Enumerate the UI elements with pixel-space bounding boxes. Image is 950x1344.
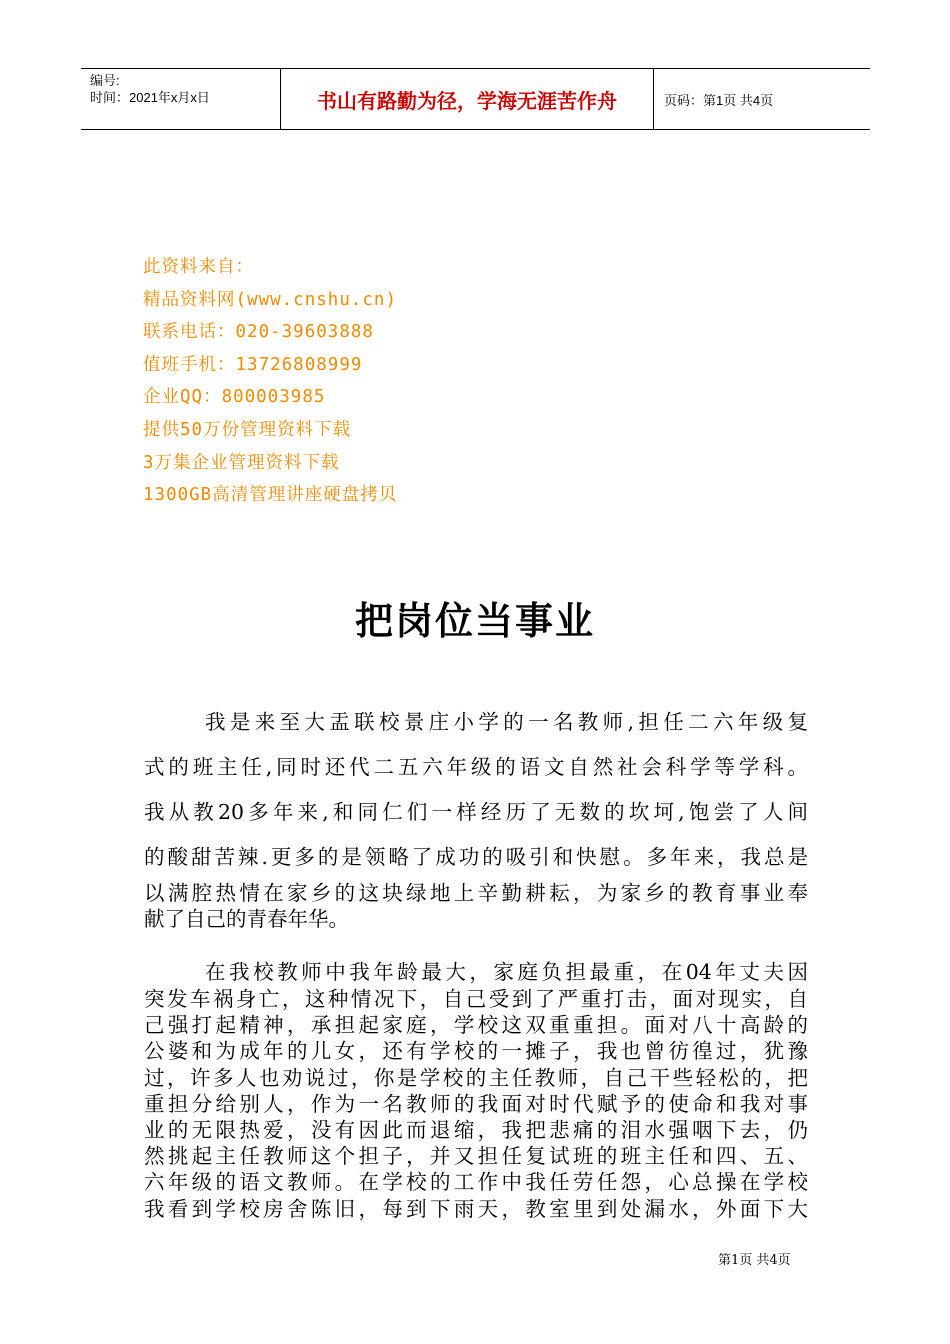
- paragraph-line: 公婆和为成年的儿女，还有学校的一摊子，我也曾彷徨过，犹豫: [144, 1039, 808, 1064]
- paragraph-line: 业的无限热爱，没有因此而退缩，我把悲痛的泪水强咽下去，仍: [144, 1118, 808, 1143]
- motto: 书山有路勤为径，学海无涯苦作舟: [317, 88, 617, 113]
- source-line: 此资料来自：: [143, 257, 254, 277]
- header-motto-cell: [281, 69, 654, 129]
- paragraph-line: 我是来至大盂联校景庄小学的一名教师,担任二六年级复: [205, 710, 808, 734]
- source-line: 联系电话：020-39603888: [143, 322, 374, 343]
- paragraph-line: 我从教20多年来,和同仁们一样经历了无数的坎坷,饱尝了人间: [144, 800, 808, 824]
- paragraph-line: 在我校教师中我年龄最大，家庭负担最重，在04年丈夫因: [205, 960, 808, 984]
- paragraph-1-tail: [144, 880, 808, 932]
- document-title: 把岗位当事业: [354, 599, 595, 643]
- paragraph-line: 过，许多人也劝说过，你是学校的主任教师，自己干些轻松的，把: [144, 1065, 808, 1090]
- source-line: 企业QQ：800003985: [143, 387, 326, 408]
- paragraph-line: 的酸甜苦辣.更多的是领略了成功的吸引和快慰。多年来，我总是: [144, 845, 808, 869]
- paragraph-1: [144, 700, 808, 880]
- paragraph-line: 重担分给别人，作为一名教师的我面对时代赋予的使命和我对事: [144, 1091, 808, 1116]
- header-meta: [81, 69, 281, 129]
- header-page-info: 页码：第1页 共4页: [664, 92, 774, 108]
- paragraph-line: 己强打起精神，承担起家庭，学校这双重重担。面对八十高龄的: [144, 1013, 808, 1038]
- source-line: 1300GB高清管理讲座硬盘拷贝: [143, 485, 398, 506]
- paragraph-line: 然挑起主任教师这个担子，并又担任复试班的班主任和四、五、: [144, 1144, 808, 1169]
- paragraph-line: 献了自己的青春年华。: [144, 907, 349, 931]
- source-info: [143, 251, 397, 512]
- number-label: 编号:: [90, 73, 120, 88]
- source-line: 值班手机：13726808999: [143, 354, 363, 375]
- source-line: 精品资料网(www.cnshu.cn): [143, 289, 398, 310]
- source-line: 3万集企业管理资料下载: [143, 452, 340, 473]
- paragraph-line: 我看到学校房舍陈旧，每到下雨天，教室里到处漏水，外面下大: [144, 1196, 808, 1221]
- header-table: [81, 68, 870, 130]
- date-label: 时间：2021年x月x日: [90, 90, 210, 105]
- page-footer: 第1页 共4页: [718, 1253, 791, 1268]
- paragraph-line: 六年级的语文教师。在学校的工作中我任劳任怨，心总操在学校: [144, 1170, 808, 1195]
- paragraph-line: 式的班主任,同时还代二五六年级的语文自然社会科学等学科。: [144, 755, 808, 779]
- paragraph-line: 以满腔热情在家乡的这块绿地上辛勤耕耘，为家乡的教育事业奉: [144, 881, 808, 905]
- source-line: 提供50万份管理资料下载: [143, 419, 352, 440]
- paragraph-line: 突发车祸身亡，这种情况下，自己受到了严重打击，面对现实，自: [144, 987, 808, 1011]
- paragraph-2: [144, 986, 808, 1222]
